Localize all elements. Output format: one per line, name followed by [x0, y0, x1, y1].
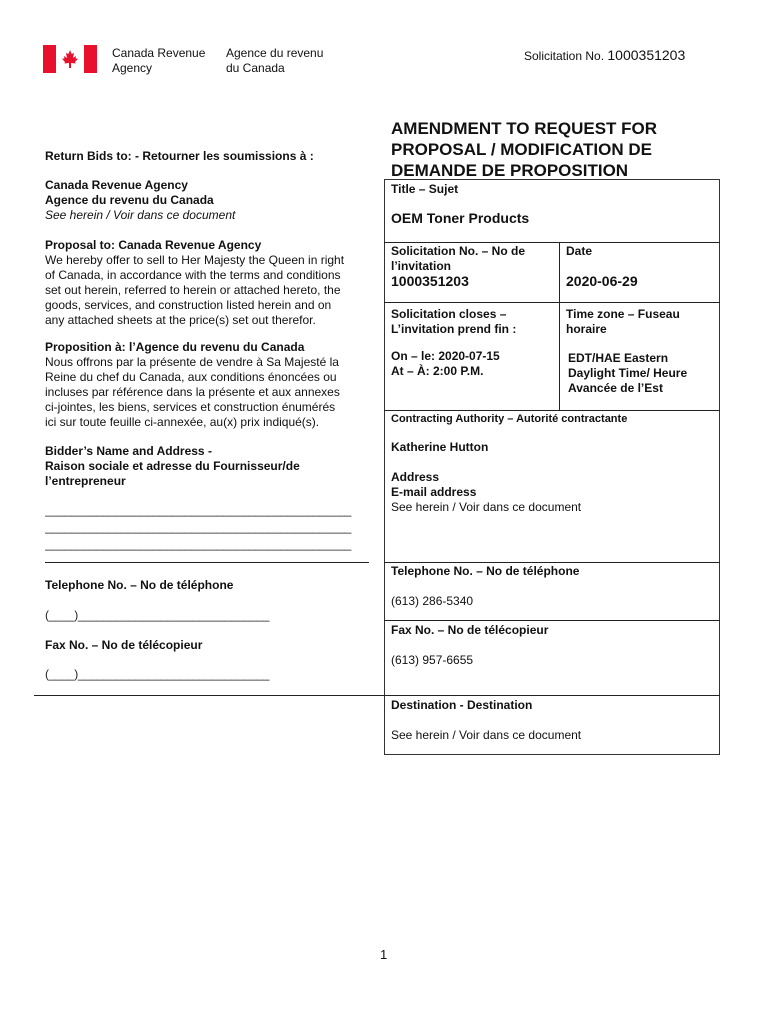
proposition-line: ci-jointes, les biens, services et construction énumérés	[45, 400, 336, 414]
solicitation-label-line1: Solicitation No. – No de	[391, 244, 526, 258]
title-line-1: AMENDMENT TO REQUEST FOR	[391, 119, 658, 138]
authority-label: Contracting Authority – Autorité contractante	[391, 413, 628, 425]
column-divider	[559, 242, 560, 410]
bidder-fax-label: Fax No. – No de télécopieur	[45, 638, 203, 652]
bidder-line-1: Bidder’s Name and Address -	[45, 444, 212, 458]
authority-contact	[391, 470, 581, 515]
authority-name: Katherine Hutton	[391, 440, 489, 454]
solicitation-header-label: Solicitation No.	[524, 49, 605, 63]
solicitation-header	[524, 47, 685, 63]
title-line-2: PROPOSAL / MODIFICATION DE	[391, 140, 652, 159]
agency-en-line2: Agency	[112, 61, 153, 75]
bidder-heading	[45, 444, 300, 489]
title-line-3: DEMANDE DE PROPOSITION	[391, 161, 629, 180]
timezone-label	[566, 307, 680, 337]
authority-see-herein: See herein / Voir dans ce document	[391, 500, 582, 514]
agency-fr: Agence du revenu du Canada	[45, 193, 214, 207]
bidder-address-field-2[interactable]: ________________________________________________	[45, 537, 351, 551]
telephone-value: (613) 286-5340	[391, 594, 474, 608]
solicitation-label-line2: l’invitation	[391, 259, 451, 273]
return-address	[45, 178, 235, 223]
page-number: 1	[380, 947, 388, 962]
destination-label: Destination - Destination	[391, 698, 533, 712]
solicitation-header-number: 1000351203	[607, 47, 686, 63]
agency-fr-line1: Agence du revenu	[226, 46, 324, 60]
closes-label	[391, 307, 516, 337]
divider	[384, 242, 720, 243]
proposal-heading: Proposal to: Canada Revenue Agency	[45, 238, 262, 252]
divider	[384, 410, 720, 411]
email-label: E-mail address	[391, 485, 477, 499]
canada-flag-icon	[43, 45, 97, 73]
bidder-name-field[interactable]: ________________________________________________	[45, 503, 351, 517]
proposition-heading: Proposition à: l’Agence du revenu du Canada	[45, 340, 305, 354]
proposal-line: goods, services, and construction listed herein and on	[45, 298, 332, 312]
telephone-label: Telephone No. – No de téléphone	[391, 564, 580, 578]
destination-value: See herein / Voir dans ce document	[391, 728, 582, 742]
agency-en-line1: Canada Revenue	[112, 46, 206, 60]
proposal-line: of Canada, in accordance with the terms and conditions	[45, 268, 341, 282]
bidder-fax-field[interactable]: (____)______________________________	[45, 667, 270, 681]
proposal-line: set out herein, referred to herein or attached hereto, the	[45, 283, 341, 297]
bidder-telephone-field[interactable]: (____)______________________________	[45, 608, 270, 622]
solicitation-label	[391, 244, 525, 274]
proposition-block	[45, 340, 365, 430]
return-bids-heading: Return Bids to: - Retourner les soumissions à :	[45, 149, 314, 163]
address-label: Address	[391, 470, 440, 484]
bidder-address-field[interactable]: ________________________________________________	[45, 520, 351, 534]
agency-name-en	[112, 46, 205, 76]
bidder-line-3: l’entrepreneur	[45, 474, 126, 488]
agency-en: Canada Revenue Agency	[45, 178, 188, 192]
bidder-line-2: Raison sociale et adresse du Fournisseur/de	[45, 459, 300, 473]
timezone-label-line1: Time zone – Fuseau	[566, 307, 680, 321]
proposal-line: any attached sheets at the price(s) set out therefor.	[45, 313, 316, 327]
proposition-line: ici sur toute feuille ci-annexée, au(x) prix indiqué(s).	[45, 415, 320, 429]
proposition-line: incluses par référence dans la présente et aux annexes	[45, 385, 340, 399]
timezone-value-line1: EDT/HAE Eastern	[568, 351, 669, 365]
divider	[384, 302, 720, 303]
solicitation-value: 1000351203	[391, 273, 469, 289]
divider	[384, 562, 720, 563]
see-herein: See herein / Voir dans ce document	[45, 208, 236, 222]
closes-on: On – le: 2020-07-15	[391, 349, 500, 363]
timezone-value	[568, 351, 687, 396]
title-value: OEM Toner Products	[391, 210, 530, 226]
bottom-left-divider	[34, 695, 384, 696]
left-divider	[45, 562, 369, 563]
date-value: 2020-06-29	[566, 273, 638, 289]
fax-value: (613) 957-6655	[391, 653, 474, 667]
timezone-value-line3: Avancée de l’Est	[568, 381, 663, 395]
divider	[384, 695, 720, 696]
closes-label-line1: Solicitation closes –	[391, 307, 507, 321]
timezone-label-line2: horaire	[566, 322, 607, 336]
proposition-line: Reine du chef du Canada, aux conditions énoncées ou	[45, 370, 337, 384]
closes-at: At – À: 2:00 P.M.	[391, 364, 484, 378]
proposal-block	[45, 238, 365, 328]
timezone-value-line2: Daylight Time/ Heure	[568, 366, 688, 380]
agency-name-fr	[226, 46, 323, 76]
closes-label-line2: L’invitation prend fin :	[391, 322, 517, 336]
document-title	[391, 118, 657, 181]
divider	[384, 620, 720, 621]
proposition-line: Nous offrons par la présente de vendre à Sa Majesté la	[45, 355, 339, 369]
title-label: Title – Sujet	[391, 182, 459, 196]
bidder-telephone-label: Telephone No. – No de téléphone	[45, 578, 234, 592]
date-label: Date	[566, 244, 593, 258]
proposal-line: We hereby offer to sell to Her Majesty the Queen in right	[45, 253, 345, 267]
fax-label: Fax No. – No de télécopieur	[391, 623, 549, 637]
closes-value	[391, 349, 500, 379]
agency-fr-line2: du Canada	[226, 61, 285, 75]
